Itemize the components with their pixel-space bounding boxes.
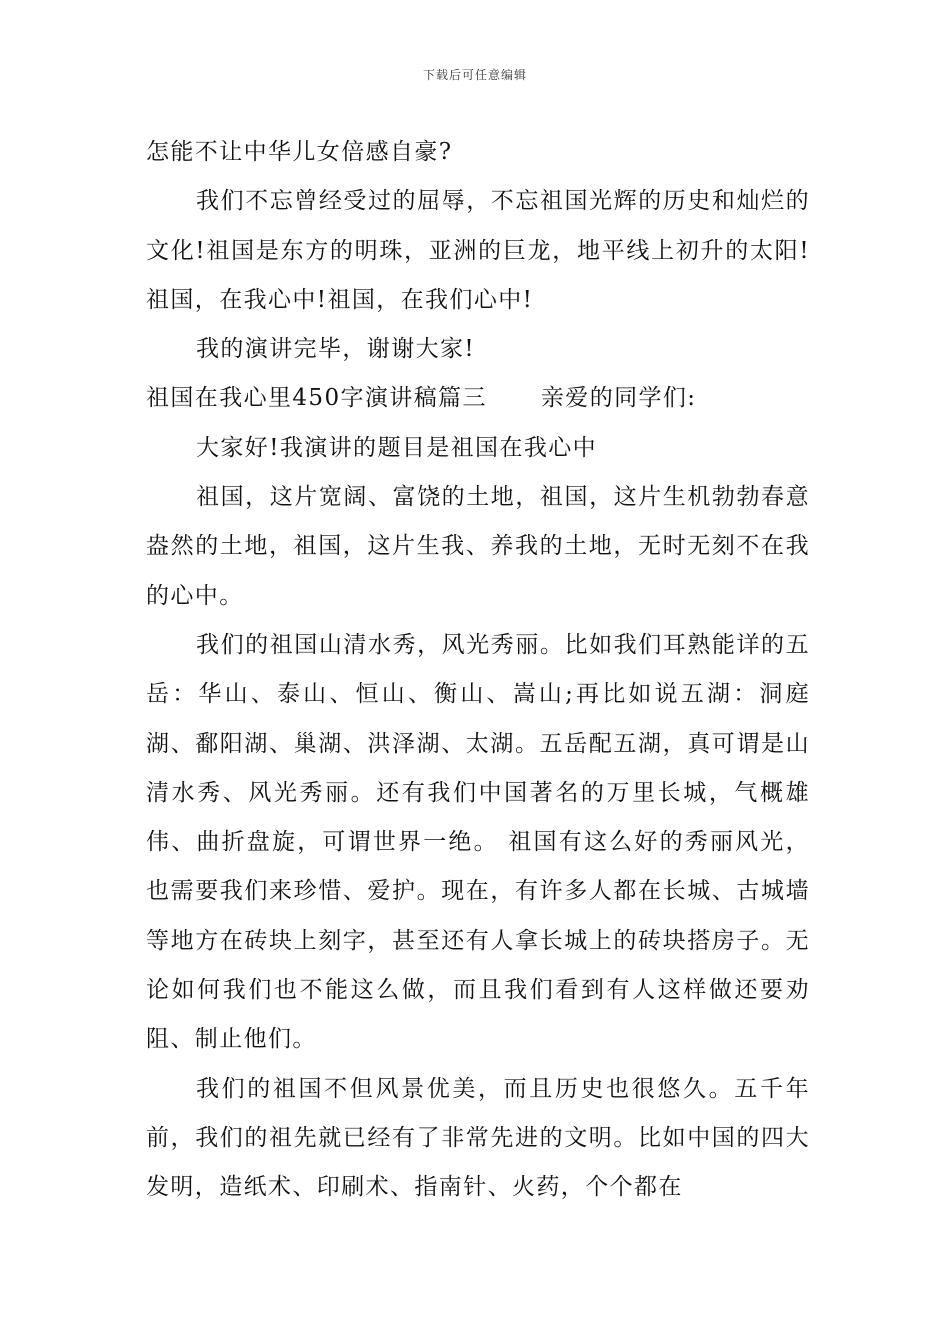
section-title-line [146,374,810,423]
paragraph-4: 大家好!我演讲的题目是祖国在我心中 [196,434,598,461]
paragraph-1: 怎能不让中华儿女倍感自豪? [146,139,453,165]
page-header: 下载后可任意编辑 [422,68,527,82]
paragraph-2: 我们不忘曾经受过的屈辱，不忘祖国光辉的历史和灿烂的文化!祖国是东方的明珠，亚洲的巨龙，地平线上初升的太阳!祖国，在我心中!祖国，在我们心中! [146,188,810,313]
section-title: 祖国在我心里450字演讲稿篇三 [146,385,487,412]
salutation: 亲爱的同学们: [540,385,697,412]
paragraph-6: 我们的祖国山清水秀，风光秀丽。比如我们耳熟能详的五岳：华山、泰山、恒山、衡山、嵩山;再比如说五湖：洞庭湖、鄱阳湖、巢湖、洪泽湖、太湖。五岳配五湖，真可谓是山清水秀、风光秀丽。还有我们中国著名的万里长城，气概雄伟、曲折盘旋，可谓世界一绝。 祖国有这么好的秀丽风光，也需要我们来珍惜、爱护。现在，有许多人都在长城、古城墙等地方在砖块上刻字，甚至还有人拿长城上的砖块搭房子。无论如何我们也不能这么做，而且我们看到有人这样做还要劝阻、制止他们。 [146,631,810,1053]
document-body [146,128,810,1213]
paragraph-7: 我们的祖国不但风景优美，而且历史也很悠久。五千年前，我们的祖先就已经有了非常先进的文明。比如中国的四大发明，造纸术、印刷术、指南针、火药，个个都在 [146,1075,810,1201]
paragraph-3: 我的演讲完毕，谢谢大家! [196,336,476,363]
paragraph-5: 祖国，这片宽阔、富饶的土地，祖国，这片生机勃勃春意盎然的土地，祖国，这片生我、养我的土地，无时无刻不在我的心中。 [146,484,810,609]
